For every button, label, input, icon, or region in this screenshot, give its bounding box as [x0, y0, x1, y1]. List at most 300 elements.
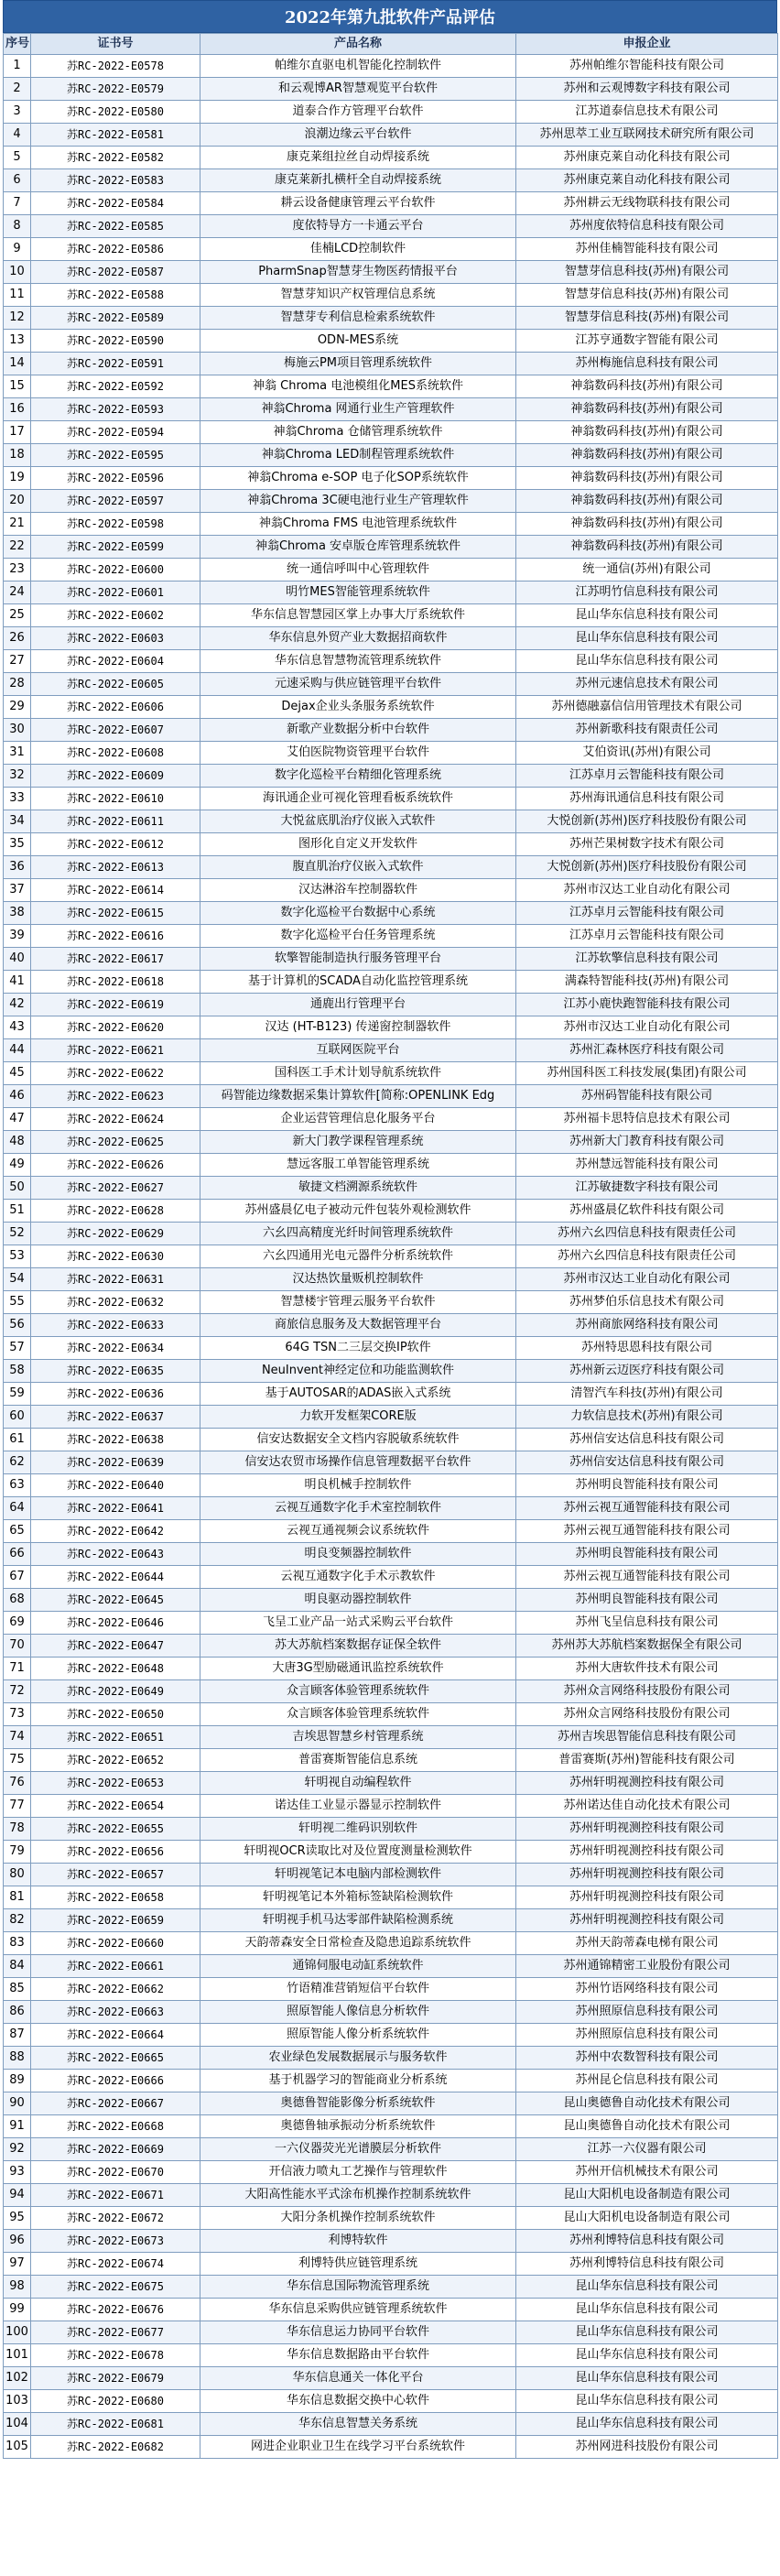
row-company: 神翁数码科技(苏州)有限公司	[516, 444, 778, 467]
row-seq: 6	[4, 169, 31, 192]
row-cert-number: 苏RC-2022-E0607	[31, 719, 200, 742]
row-company: 苏州利博特信息科技有限公司	[516, 2253, 778, 2276]
row-product-name: 苏大苏航档案数据存证保全软件	[200, 1635, 516, 1658]
row-seq: 50	[4, 1177, 31, 1200]
table-row	[4, 948, 778, 971]
row-seq: 75	[4, 1749, 31, 1772]
row-seq: 44	[4, 1039, 31, 1062]
row-seq: 12	[4, 307, 31, 330]
row-company: 苏州通锦精密工业股份有限公司	[516, 1955, 778, 1978]
row-seq: 34	[4, 810, 31, 833]
row-cert-number: 苏RC-2022-E0672	[31, 2207, 200, 2230]
row-cert-number: 苏RC-2022-E0615	[31, 902, 200, 925]
row-seq: 48	[4, 1131, 31, 1154]
row-product-name: 六幺四高精度光纤时间管理系统软件	[200, 1223, 516, 1245]
row-product-name: 华东信息运力协同平台软件	[200, 2321, 516, 2344]
table-row	[4, 2253, 778, 2276]
row-product-name: 海讯通企业可视化管理看板系统软件	[200, 788, 516, 810]
row-cert-number: 苏RC-2022-E0648	[31, 1658, 200, 1680]
table-row	[4, 673, 778, 696]
row-company: 苏州轩明视测控科技有限公司	[516, 1818, 778, 1841]
row-seq: 53	[4, 1245, 31, 1268]
row-cert-number: 苏RC-2022-E0612	[31, 833, 200, 856]
row-product-name: 汉达淋浴车控制器软件	[200, 879, 516, 902]
row-cert-number: 苏RC-2022-E0661	[31, 1955, 200, 1978]
row-company: 苏州信安达信息科技有限公司	[516, 1451, 778, 1474]
row-company: 智慧芽信息科技(苏州)有限公司	[516, 284, 778, 307]
row-cert-number: 苏RC-2022-E0653	[31, 1772, 200, 1795]
table-row	[4, 124, 778, 147]
row-company: 苏州元速信息技术有限公司	[516, 673, 778, 696]
row-product-name: 神翁Chroma LED制程管理系统软件	[200, 444, 516, 467]
row-company: 昆山奥德鲁自动化技术有限公司	[516, 2115, 778, 2138]
table-row	[4, 1200, 778, 1223]
row-product-name: 信安达农贸市场操作信息管理数据平台软件	[200, 1451, 516, 1474]
row-cert-number: 苏RC-2022-E0682	[31, 2436, 200, 2459]
row-company: 苏州市汉达工业自动化有限公司	[516, 879, 778, 902]
row-cert-number: 苏RC-2022-E0621	[31, 1039, 200, 1062]
row-company: 昆山华东信息科技有限公司	[516, 627, 778, 650]
row-company: 苏州竹语网络科技有限公司	[516, 1978, 778, 2001]
row-product-name: 梅施云PM项目管理系统软件	[200, 353, 516, 375]
row-cert-number: 苏RC-2022-E0579	[31, 78, 200, 101]
table-row	[4, 650, 778, 673]
row-product-name: 华东信息国际物流管理系统	[200, 2276, 516, 2299]
row-seq: 103	[4, 2390, 31, 2413]
table-row	[4, 1406, 778, 1429]
row-company: 苏州梅施信息科技有限公司	[516, 353, 778, 375]
row-seq: 47	[4, 1108, 31, 1131]
row-company: 苏州苏大苏航档案数据保全有限公司	[516, 1635, 778, 1658]
row-product-name: 明良驱动器控制软件	[200, 1589, 516, 1612]
row-seq: 67	[4, 1566, 31, 1589]
row-company: 苏州海讯通信息科技有限公司	[516, 788, 778, 810]
row-company: 苏州网进科技股份有限公司	[516, 2436, 778, 2459]
row-product-name: 康克莱组拉丝自动焊接系统	[200, 147, 516, 169]
row-cert-number: 苏RC-2022-E0655	[31, 1818, 200, 1841]
row-seq: 100	[4, 2321, 31, 2344]
row-product-name: 神翁Chroma 3C硬电池行业生产管理软件	[200, 490, 516, 513]
table-row	[4, 1680, 778, 1703]
row-cert-number: 苏RC-2022-E0596	[31, 467, 200, 490]
row-cert-number: 苏RC-2022-E0608	[31, 742, 200, 765]
row-company: 苏州飞呈信息科技有限公司	[516, 1612, 778, 1635]
table-row	[4, 375, 778, 398]
row-seq: 90	[4, 2092, 31, 2115]
row-company: 昆山华东信息科技有限公司	[516, 2321, 778, 2344]
row-seq: 73	[4, 1703, 31, 1726]
table-row	[4, 971, 778, 994]
table-row	[4, 1955, 778, 1978]
row-product-name: 康克莱新扎横杆全自动焊接系统	[200, 169, 516, 192]
row-cert-number: 苏RC-2022-E0649	[31, 1680, 200, 1703]
row-cert-number: 苏RC-2022-E0644	[31, 1566, 200, 1589]
row-company: 苏州云视互通智能科技有限公司	[516, 1497, 778, 1520]
row-seq: 42	[4, 994, 31, 1016]
row-cert-number: 苏RC-2022-E0673	[31, 2230, 200, 2253]
row-product-name: 神翁Chroma 安卓版仓库管理系统软件	[200, 536, 516, 559]
table-row	[4, 1726, 778, 1749]
row-company: 苏州轩明视测控科技有限公司	[516, 1841, 778, 1864]
row-company: 苏州德融嘉信信用管理技术有限公司	[516, 696, 778, 719]
row-product-name: 智慧芽知识产权管理信息系统	[200, 284, 516, 307]
row-product-name: 度依特导方一卡通云平台	[200, 215, 516, 238]
row-cert-number: 苏RC-2022-E0610	[31, 788, 200, 810]
row-product-name: 农业绿色发展数据展示与服务软件	[200, 2047, 516, 2070]
row-company: 昆山华东信息科技有限公司	[516, 604, 778, 627]
row-cert-number: 苏RC-2022-E0667	[31, 2092, 200, 2115]
row-seq: 3	[4, 101, 31, 124]
row-cert-number: 苏RC-2022-E0650	[31, 1703, 200, 1726]
table-row	[4, 2436, 778, 2459]
row-product-name: 智慧楼宇管理云服务平台软件	[200, 1291, 516, 1314]
table-row	[4, 1177, 778, 1200]
table-row	[4, 330, 778, 353]
row-product-name: 华东信息通关一体化平台	[200, 2367, 516, 2390]
row-cert-number: 苏RC-2022-E0663	[31, 2001, 200, 2024]
row-seq: 18	[4, 444, 31, 467]
row-product-name: 华东信息智慧关务系统	[200, 2413, 516, 2436]
row-cert-number: 苏RC-2022-E0638	[31, 1429, 200, 1451]
product-table	[3, 33, 778, 2459]
row-company: 苏州照原信息科技有限公司	[516, 2001, 778, 2024]
row-product-name: 开信液力喷丸工艺操作与管理软件	[200, 2161, 516, 2184]
row-product-name: ODN-MES系统	[200, 330, 516, 353]
table-row	[4, 1703, 778, 1726]
row-product-name: 一六仪器荧光光谱膜层分析软件	[200, 2138, 516, 2161]
row-company: 苏州明良智能科技有限公司	[516, 1589, 778, 1612]
row-cert-number: 苏RC-2022-E0583	[31, 169, 200, 192]
row-company: 昆山奥德鲁自动化技术有限公司	[516, 2092, 778, 2115]
row-company: 江苏明竹信息科技有限公司	[516, 582, 778, 604]
row-product-name: 神翁Chroma 网通行业生产管理软件	[200, 398, 516, 421]
row-company: 昆山华东信息科技有限公司	[516, 2413, 778, 2436]
row-company: 苏州福卡思特信息技术有限公司	[516, 1108, 778, 1131]
row-cert-number: 苏RC-2022-E0609	[31, 765, 200, 788]
table-row	[4, 215, 778, 238]
row-product-name: 数字化巡检平台数据中心系统	[200, 902, 516, 925]
row-company: 江苏一六仪器有限公司	[516, 2138, 778, 2161]
table-row	[4, 582, 778, 604]
row-cert-number: 苏RC-2022-E0635	[31, 1360, 200, 1383]
row-cert-number: 苏RC-2022-E0593	[31, 398, 200, 421]
row-product-name: 华东信息数据交换中心软件	[200, 2390, 516, 2413]
row-product-name: 耕云设备健康管理云平台软件	[200, 192, 516, 215]
row-cert-number: 苏RC-2022-E0639	[31, 1451, 200, 1474]
row-company: 昆山华东信息科技有限公司	[516, 2276, 778, 2299]
table-row	[4, 1658, 778, 1680]
row-company: 昆山华东信息科技有限公司	[516, 650, 778, 673]
row-cert-number: 苏RC-2022-E0658	[31, 1886, 200, 1909]
row-seq: 39	[4, 925, 31, 948]
row-product-name: 照原智能人像信息分析软件	[200, 2001, 516, 2024]
row-product-name: 数字化巡检平台精细化管理系统	[200, 765, 516, 788]
table-row	[4, 1085, 778, 1108]
table-row	[4, 902, 778, 925]
table-row	[4, 467, 778, 490]
row-cert-number: 苏RC-2022-E0594	[31, 421, 200, 444]
row-product-name: 华东信息采购供应链管理系统软件	[200, 2299, 516, 2321]
row-product-name: 企业运营管理信息化服务平台	[200, 1108, 516, 1131]
table-row	[4, 238, 778, 261]
row-product-name: NeuInvent神经定位和功能监测软件	[200, 1360, 516, 1383]
table-row	[4, 55, 778, 78]
table-row	[4, 1268, 778, 1291]
row-cert-number: 苏RC-2022-E0589	[31, 307, 200, 330]
row-seq: 25	[4, 604, 31, 627]
table-row	[4, 925, 778, 948]
row-cert-number: 苏RC-2022-E0600	[31, 559, 200, 582]
table-row	[4, 1909, 778, 1932]
row-seq: 61	[4, 1429, 31, 1451]
row-cert-number: 苏RC-2022-E0677	[31, 2321, 200, 2344]
row-cert-number: 苏RC-2022-E0647	[31, 1635, 200, 1658]
row-product-name: 帕维尔直驱电机智能化控制软件	[200, 55, 516, 78]
table-row	[4, 1039, 778, 1062]
table-row	[4, 742, 778, 765]
row-cert-number: 苏RC-2022-E0622	[31, 1062, 200, 1085]
row-seq: 30	[4, 719, 31, 742]
row-seq: 19	[4, 467, 31, 490]
table-row	[4, 1451, 778, 1474]
row-seq: 24	[4, 582, 31, 604]
row-product-name: 六幺四通用光电元器件分析系统软件	[200, 1245, 516, 1268]
table-row	[4, 2207, 778, 2230]
row-cert-number: 苏RC-2022-E0642	[31, 1520, 200, 1543]
row-company: 神翁数码科技(苏州)有限公司	[516, 467, 778, 490]
table-row	[4, 1383, 778, 1406]
row-cert-number: 苏RC-2022-E0674	[31, 2253, 200, 2276]
row-product-name: 轩明视二维码识别软件	[200, 1818, 516, 1841]
row-company: 苏州芒果树数字技术有限公司	[516, 833, 778, 856]
row-product-name: 通鹿出行管理平台	[200, 994, 516, 1016]
table-row	[4, 2070, 778, 2092]
row-cert-number: 苏RC-2022-E0652	[31, 1749, 200, 1772]
row-cert-number: 苏RC-2022-E0611	[31, 810, 200, 833]
table-row	[4, 1154, 778, 1177]
row-seq: 16	[4, 398, 31, 421]
row-company: 统一通信(苏州)有限公司	[516, 559, 778, 582]
row-product-name: 统一通信呼叫中心管理软件	[200, 559, 516, 582]
row-company: 神翁数码科技(苏州)有限公司	[516, 421, 778, 444]
row-product-name: 慧远客服工单智能管理系统	[200, 1154, 516, 1177]
row-seq: 70	[4, 1635, 31, 1658]
row-seq: 68	[4, 1589, 31, 1612]
row-company: 昆山华东信息科技有限公司	[516, 2299, 778, 2321]
row-seq: 1	[4, 55, 31, 78]
row-cert-number: 苏RC-2022-E0597	[31, 490, 200, 513]
row-product-name: 新歌产业数据分析中台软件	[200, 719, 516, 742]
row-seq: 33	[4, 788, 31, 810]
row-cert-number: 苏RC-2022-E0578	[31, 55, 200, 78]
row-product-name: 飞呈工业产品一站式采购云平台软件	[200, 1612, 516, 1635]
row-seq: 83	[4, 1932, 31, 1955]
row-company: 艾伯资讯(苏州)有限公司	[516, 742, 778, 765]
row-cert-number: 苏RC-2022-E0624	[31, 1108, 200, 1131]
table-row	[4, 2230, 778, 2253]
row-seq: 95	[4, 2207, 31, 2230]
row-seq: 14	[4, 353, 31, 375]
row-seq: 80	[4, 1864, 31, 1886]
row-cert-number: 苏RC-2022-E0660	[31, 1932, 200, 1955]
row-seq: 69	[4, 1612, 31, 1635]
row-company: 神翁数码科技(苏州)有限公司	[516, 398, 778, 421]
row-seq: 15	[4, 375, 31, 398]
row-product-name: 神翁Chroma e-SOP 电子化SOP系统软件	[200, 467, 516, 490]
row-company: 昆山大阳机电设备制造有限公司	[516, 2184, 778, 2207]
row-company: 江苏卓月云智能科技有限公司	[516, 925, 778, 948]
row-product-name: 吉埃思智慧乡村管理系统	[200, 1726, 516, 1749]
row-seq: 35	[4, 833, 31, 856]
row-product-name: 和云观博AR智慧观览平台软件	[200, 78, 516, 101]
row-product-name: 汉达 (HT-B123) 传递窗控制器软件	[200, 1016, 516, 1039]
table-row	[4, 2299, 778, 2321]
row-cert-number: 苏RC-2022-E0627	[31, 1177, 200, 1200]
row-cert-number: 苏RC-2022-E0580	[31, 101, 200, 124]
row-seq: 64	[4, 1497, 31, 1520]
row-seq: 77	[4, 1795, 31, 1818]
row-product-name: 云视互通数字化手术示教软件	[200, 1566, 516, 1589]
row-cert-number: 苏RC-2022-E0668	[31, 2115, 200, 2138]
table-row	[4, 1223, 778, 1245]
table-row	[4, 2321, 778, 2344]
table-row	[4, 1543, 778, 1566]
row-company: 苏州众言网络科技股份有限公司	[516, 1680, 778, 1703]
table-row	[4, 307, 778, 330]
row-product-name: 大阳分条机操作控制系统软件	[200, 2207, 516, 2230]
row-cert-number: 苏RC-2022-E0681	[31, 2413, 200, 2436]
table-row	[4, 147, 778, 169]
row-cert-number: 苏RC-2022-E0629	[31, 1223, 200, 1245]
row-cert-number: 苏RC-2022-E0601	[31, 582, 200, 604]
row-seq: 20	[4, 490, 31, 513]
row-product-name: 照原智能人像分析系统软件	[200, 2024, 516, 2047]
table-row	[4, 1635, 778, 1658]
row-product-name: 网进企业职业卫生在线学习平台系统软件	[200, 2436, 516, 2459]
row-product-name: 华东信息外贸产业大数据招商软件	[200, 627, 516, 650]
row-cert-number: 苏RC-2022-E0662	[31, 1978, 200, 2001]
row-cert-number: 苏RC-2022-E0630	[31, 1245, 200, 1268]
row-company: 苏州梦伯乐信息技术有限公司	[516, 1291, 778, 1314]
row-seq: 97	[4, 2253, 31, 2276]
row-company: 苏州耕云无线物联科技有限公司	[516, 192, 778, 215]
row-company: 苏州诺达佳自动化技术有限公司	[516, 1795, 778, 1818]
row-cert-number: 苏RC-2022-E0678	[31, 2344, 200, 2367]
row-seq: 55	[4, 1291, 31, 1314]
row-cert-number: 苏RC-2022-E0641	[31, 1497, 200, 1520]
row-seq: 63	[4, 1474, 31, 1497]
table-row	[4, 994, 778, 1016]
row-product-name: 奥德鲁轴承振动分析系统软件	[200, 2115, 516, 2138]
row-product-name: 轩明视手机马达零部件缺陷检测系统	[200, 1909, 516, 1932]
row-cert-number: 苏RC-2022-E0664	[31, 2024, 200, 2047]
table-row	[4, 284, 778, 307]
row-seq: 65	[4, 1520, 31, 1543]
table-row	[4, 1612, 778, 1635]
row-product-name: 明竹MES智能管理系统软件	[200, 582, 516, 604]
row-seq: 98	[4, 2276, 31, 2299]
row-seq: 88	[4, 2047, 31, 2070]
row-seq: 58	[4, 1360, 31, 1383]
row-seq: 86	[4, 2001, 31, 2024]
table-row	[4, 2001, 778, 2024]
row-cert-number: 苏RC-2022-E0590	[31, 330, 200, 353]
table-row	[4, 2161, 778, 2184]
row-seq: 93	[4, 2161, 31, 2184]
row-product-name: 大唐3G型励磁通讯监控系统软件	[200, 1658, 516, 1680]
row-company: 苏州码智能科技有限公司	[516, 1085, 778, 1108]
table-row	[4, 1474, 778, 1497]
row-company: 江苏卓月云智能科技有限公司	[516, 765, 778, 788]
row-company: 苏州信安达信息科技有限公司	[516, 1429, 778, 1451]
row-seq: 91	[4, 2115, 31, 2138]
row-product-name: 浪潮边缘云平台软件	[200, 124, 516, 147]
row-company: 江苏小鹿快跑智能科技有限公司	[516, 994, 778, 1016]
row-seq: 87	[4, 2024, 31, 2047]
row-product-name: 竹语精准营销短信平台软件	[200, 1978, 516, 2001]
row-cert-number: 苏RC-2022-E0581	[31, 124, 200, 147]
table-row	[4, 444, 778, 467]
table-row	[4, 513, 778, 536]
row-product-name: 图形化自定义开发软件	[200, 833, 516, 856]
row-seq: 71	[4, 1658, 31, 1680]
row-seq: 51	[4, 1200, 31, 1223]
table-row	[4, 78, 778, 101]
table-row	[4, 1520, 778, 1543]
row-company: 江苏亨通数字智能有限公司	[516, 330, 778, 353]
row-company: 江苏卓月云智能科技有限公司	[516, 902, 778, 925]
table-row	[4, 696, 778, 719]
table-row	[4, 1429, 778, 1451]
row-company: 江苏软擎信息科技有限公司	[516, 948, 778, 971]
row-product-name: 佳楠LCD控制软件	[200, 238, 516, 261]
row-seq: 26	[4, 627, 31, 650]
row-product-name: 道泰合作方管理平台软件	[200, 101, 516, 124]
row-company: 神翁数码科技(苏州)有限公司	[516, 490, 778, 513]
row-cert-number: 苏RC-2022-E0634	[31, 1337, 200, 1360]
row-cert-number: 苏RC-2022-E0632	[31, 1291, 200, 1314]
table-row	[4, 1291, 778, 1314]
row-company: 苏州轩明视测控科技有限公司	[516, 1886, 778, 1909]
table-row	[4, 421, 778, 444]
row-company: 苏州轩明视测控科技有限公司	[516, 1772, 778, 1795]
table-row	[4, 788, 778, 810]
row-company: 苏州明良智能科技有限公司	[516, 1543, 778, 1566]
row-product-name: 普雷赛斯智能信息系统	[200, 1749, 516, 1772]
row-cert-number: 苏RC-2022-E0640	[31, 1474, 200, 1497]
row-product-name: 艾伯医院物资管理平台软件	[200, 742, 516, 765]
row-company: 苏州帕维尔智能科技有限公司	[516, 55, 778, 78]
row-seq: 78	[4, 1818, 31, 1841]
row-seq: 59	[4, 1383, 31, 1406]
row-cert-number: 苏RC-2022-E0618	[31, 971, 200, 994]
row-seq: 79	[4, 1841, 31, 1864]
row-product-name: 利博特供应链管理系统	[200, 2253, 516, 2276]
row-product-name: 数字化巡检平台任务管理系统	[200, 925, 516, 948]
table-row	[4, 627, 778, 650]
row-product-name: 明良机械手控制软件	[200, 1474, 516, 1497]
row-company: 苏州轩明视测控科技有限公司	[516, 1864, 778, 1886]
row-product-name: 神翁 Chroma 电池模组化MES系统软件	[200, 375, 516, 398]
row-product-name: 华东信息智慧物流管理系统软件	[200, 650, 516, 673]
table-row	[4, 1864, 778, 1886]
table-row	[4, 810, 778, 833]
table-row	[4, 2344, 778, 2367]
row-company: 苏州六幺四信息科技有限责任公司	[516, 1223, 778, 1245]
row-company: 苏州思萃工业互联网技术研究所有限公司	[516, 124, 778, 147]
row-company: 神翁数码科技(苏州)有限公司	[516, 375, 778, 398]
row-seq: 41	[4, 971, 31, 994]
